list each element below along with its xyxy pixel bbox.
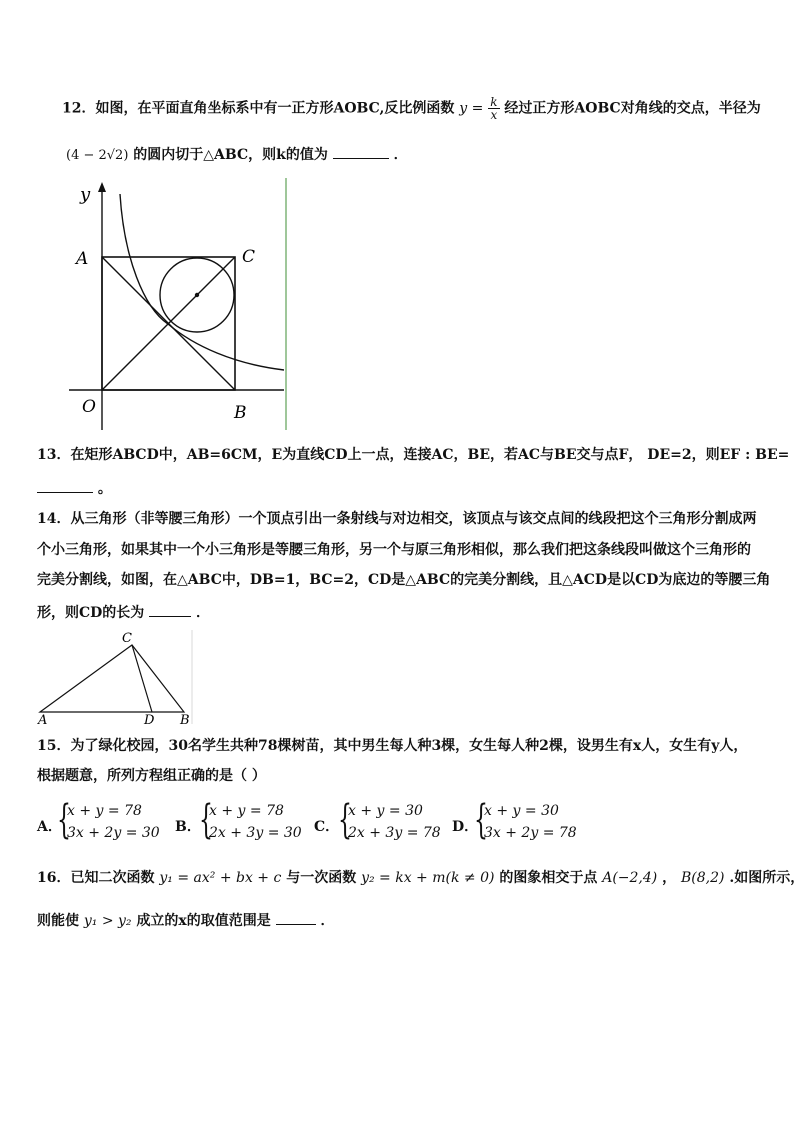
q12-end: ． bbox=[393, 147, 408, 163]
q16-inequality: y₁ > y₂ bbox=[83, 913, 132, 929]
q14-text-1: 14．从三角形（非等腰三角形）一个顶点引出一条射线与对边相交，该顶点与该交点间的线段把这个三角形分割成两 bbox=[37, 511, 757, 527]
q12-label-y: y bbox=[80, 184, 91, 205]
brace-icon: { bbox=[338, 797, 352, 843]
q12-circle-center bbox=[195, 293, 199, 297]
q12-line1 bbox=[62, 96, 761, 121]
q12-frac-num: k bbox=[490, 95, 498, 109]
q16-text-f: 成立的x的取值范围是 bbox=[136, 913, 271, 929]
q12-y-eq: y = bbox=[459, 100, 484, 117]
q12-text-post: 经过正方形AOBC对角线的交点，半径为 bbox=[504, 100, 761, 117]
q13-text: 13．在矩形ABCD中，AB=6CM，E为直线CD上一点，连接AC，BE，若AC与BE交与点F， DE=2，则EF : BE= bbox=[37, 447, 790, 463]
q16-text-c: 的图象相交于点 bbox=[499, 870, 598, 886]
q15-option-d-eq1: x + y = 30 bbox=[484, 803, 559, 819]
q13-end: 。 bbox=[97, 481, 112, 497]
q15-option-c-system bbox=[338, 797, 441, 844]
q16-text-b: 与一次函数 bbox=[286, 870, 357, 886]
q12-hyperbola bbox=[120, 194, 284, 370]
q14-text-4: 形，则CD的长为 bbox=[37, 605, 145, 621]
q12-label-b: B bbox=[234, 403, 247, 423]
q14-line4 bbox=[37, 602, 210, 623]
q12-text-pre: 12．如图，在平面直角坐标系中有一正方形AOBC,反比例函数 bbox=[62, 100, 455, 117]
q16-text-a: 16．已知二次函数 bbox=[37, 870, 155, 886]
q14-line3 bbox=[37, 570, 770, 590]
q13-answer-blank[interactable] bbox=[37, 478, 93, 493]
q16-point-a: A(−2,4) bbox=[602, 870, 658, 886]
q15-option-d-eq2: 3x + 2y = 78 bbox=[484, 825, 577, 841]
q12-answer-blank[interactable] bbox=[333, 144, 389, 159]
q13-line1 bbox=[37, 445, 789, 465]
q12-frac-den: x bbox=[490, 108, 498, 122]
q15-option-b-eq1: x + y = 78 bbox=[209, 803, 284, 819]
q16-line1 bbox=[37, 868, 804, 888]
q16-answer-blank[interactable] bbox=[276, 910, 316, 925]
q14-segment-cd bbox=[132, 645, 152, 712]
q15-option-a-eq2: 3x + 2y = 30 bbox=[67, 825, 160, 841]
q15-option-b-eq2: 2x + 3y = 30 bbox=[209, 825, 302, 841]
q16-sep: ， bbox=[662, 870, 677, 886]
q15-option-d-label: D． bbox=[452, 819, 479, 835]
brace-icon: { bbox=[474, 797, 488, 843]
q14-end: ． bbox=[196, 605, 211, 621]
q14-line2 bbox=[37, 540, 751, 560]
q14-figure bbox=[34, 628, 196, 726]
q15-text-2: 根据题意，所列方程组正确的是（ ） bbox=[37, 768, 266, 784]
q12-y-arrow bbox=[98, 182, 106, 192]
q16-y2-expr: y₂ = kx + m(k ≠ 0) bbox=[361, 870, 495, 886]
q12-label-a: A bbox=[76, 249, 89, 269]
q14-text-3: 完美分割线，如图，在△ABC中，DB=1，BC=2，CD是△ABC的完美分割线，且△ACD是以CD为底边的等腰三角 bbox=[37, 572, 771, 588]
q15-text-1: 15．为了绿化校园，30名学生共种78棵树苗，其中男生每人种3棵，女生每人种2棵，设男生有x人，女生有y人， bbox=[37, 738, 748, 754]
q12-figure bbox=[64, 178, 294, 432]
q14-label-d: D bbox=[144, 713, 155, 728]
q14-line1 bbox=[37, 509, 756, 529]
brace-icon: { bbox=[199, 797, 213, 843]
q15-option-a-label: A． bbox=[37, 819, 62, 835]
q14-label-b: B bbox=[180, 713, 190, 728]
q15-option-a-eq1: x + y = 78 bbox=[67, 803, 142, 819]
q15-option-d-system bbox=[474, 797, 577, 844]
q15-option-b-label: B． bbox=[175, 819, 201, 835]
q14-answer-blank[interactable] bbox=[149, 602, 191, 617]
q12-fraction bbox=[488, 96, 499, 121]
q12-label-o: O bbox=[82, 397, 96, 417]
q14-text-2: 个小三角形，如果其中一个小三角形是等腰三角形，另一个与原三角形相似，那么我们把这条线段叫做这个三角形的 bbox=[37, 542, 751, 558]
q15-option-c-label: C． bbox=[314, 819, 340, 835]
q15-line2 bbox=[37, 766, 266, 786]
q13-line2 bbox=[37, 478, 112, 499]
q12-radius: (4 − 2√2) bbox=[66, 148, 129, 163]
q16-point-b: B(8,2) bbox=[681, 870, 725, 886]
q16-end: ． bbox=[320, 913, 335, 929]
q12-line2 bbox=[66, 144, 408, 166]
q15-line1 bbox=[37, 736, 747, 756]
q16-line2 bbox=[37, 910, 335, 931]
q16-text-d: .如图所示， bbox=[729, 870, 804, 886]
q12-label-c: C bbox=[242, 247, 256, 267]
brace-icon: { bbox=[57, 797, 71, 843]
q12-text-line2: 的圆内切于△ABC，则k的值为 bbox=[133, 147, 328, 163]
q14-label-c: C bbox=[122, 631, 132, 646]
q15-option-b-system bbox=[199, 797, 302, 844]
q16-y1-expr: y₁ = ax² + bx + c bbox=[159, 870, 282, 886]
q14-label-a: A bbox=[38, 713, 48, 728]
q14-triangle-abc bbox=[40, 645, 184, 712]
q16-text-e: 则能使 bbox=[37, 913, 79, 929]
q15-option-a-system bbox=[57, 797, 160, 844]
q15-option-c-eq2: 2x + 3y = 78 bbox=[348, 825, 441, 841]
q15-option-c-eq1: x + y = 30 bbox=[348, 803, 423, 819]
